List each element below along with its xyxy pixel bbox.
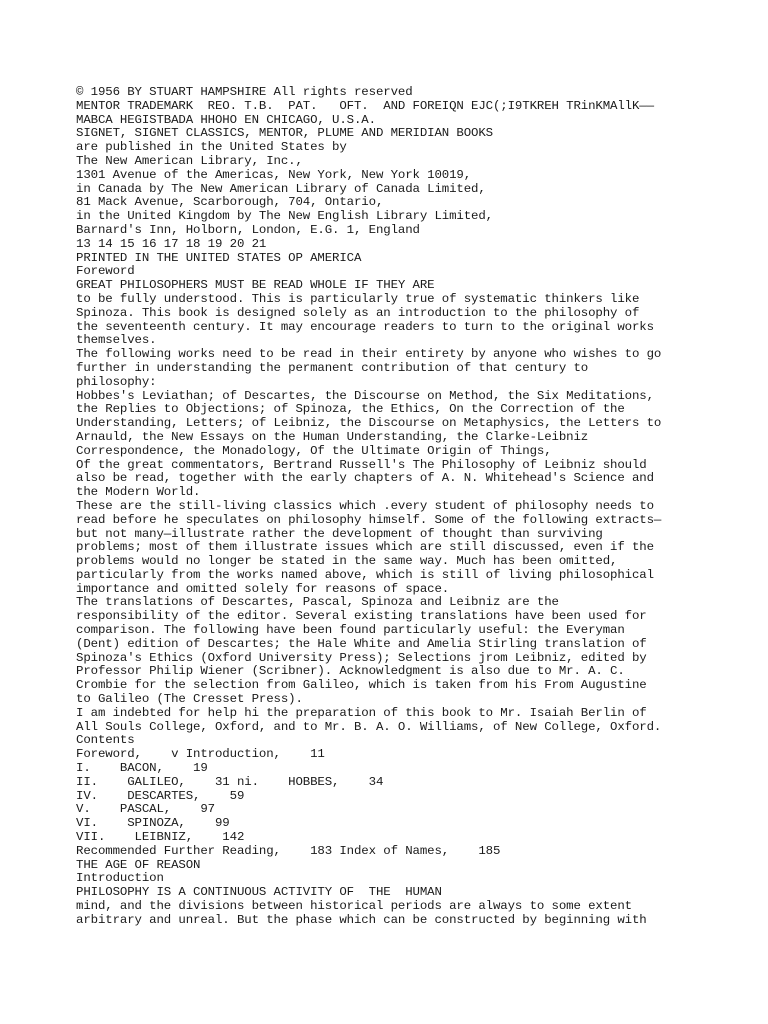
text-line: Arnauld, the New Essays on the Human Understanding, the Clarke-Leibniz (76, 429, 589, 444)
text-line: the seventeenth century. It may encourage readers to turn to the original works (76, 319, 654, 334)
text-line: SIGNET, SIGNET CLASSICS, MENTOR, PLUME AND MERIDIAN BOOKS (76, 126, 493, 141)
text-line: 13 14 15 16 17 18 19 20 21 (76, 236, 267, 251)
text-line: Understanding, Letters; of Leibniz, the Discourse on Metaphysics, the Letters to (76, 416, 662, 431)
text-line: arbitrary and unreal. But the phase which can be constructed by beginning with (76, 912, 647, 927)
text-line: PHILOSOPHY IS A CONTINUOUS ACTIVITY OF THE HUMAN (76, 885, 442, 900)
text-line: themselves. (76, 333, 157, 348)
text-line: PRINTED IN THE UNITED STATES OP AMERICA (76, 250, 362, 265)
text-line: the Modern World. (76, 485, 201, 500)
text-line: importance and omitted solely for reasons of space. (76, 581, 450, 596)
text-line: mind, and the divisions between historical periods are always to some extent (76, 899, 632, 914)
text-line: IV. DESCARTES, 59 (76, 788, 245, 803)
text-line: MENTOR TRADEMARK REO. T.B. PAT. OFT. AND FOREIQN EJC(;I9TKREH TRinKMAllK—— (76, 98, 654, 113)
text-line: Foreword (76, 264, 135, 279)
text-line: further in understanding the permanent contribution of that century to (76, 360, 589, 375)
text-line: philosophy: (76, 374, 157, 389)
text-line: V. PASCAL, 97 (76, 802, 215, 817)
text-line: are published in the United States by (76, 140, 347, 155)
text-line: VI. SPINOZA, 99 (76, 816, 230, 831)
text-line: The New American Library, Inc., (76, 153, 303, 168)
text-line: © 1956 BY STUART HAMPSHIRE All rights reserved (76, 85, 413, 99)
text-line: Recommended Further Reading, 183 Index of Names, 185 (76, 843, 501, 858)
text-line: Correspondence, the Monadology, Of the Ultimate Origin of Things, (76, 443, 552, 458)
text-line: responsibility of the editor. Several existing translations have been used for (76, 609, 647, 624)
text-line: to Galileo (The Cresset Press). (76, 692, 303, 707)
text-line: THE AGE OF REASON (76, 857, 201, 872)
text-line: The translations of Descartes, Pascal, Spinoza and Leibniz are the (76, 595, 559, 610)
text-line: All Souls College, Oxford, and to Mr. B. A. O. Williams, of New College, Oxford. (76, 719, 662, 734)
text-line: 1301 Avenue of the Americas, New York, New York 10019, (76, 167, 472, 182)
text-line: VII. LEIBNIZ, 142 (76, 830, 245, 845)
text-line: MABCA HEGISTBADA HHOHO EN CHICAGO, U.S.A. (76, 112, 376, 127)
text-line: These are the still-living classics which .every student of philosophy needs to (76, 498, 654, 513)
text-line: Hobbes's Leviathan; of Descartes, the Discourse on Method, the Six Meditations, (76, 388, 654, 403)
text-line: to be fully understood. This is particularly true of systematic thinkers like (76, 291, 640, 306)
text-line: in Canada by The New American Library of Canada Limited, (76, 181, 486, 196)
text-line: Of the great commentators, Bertrand Russell's The Philosophy of Leibniz should (76, 457, 647, 472)
text-line: Spinoza. This book is designed solely as an introduction to the philosophy of (76, 305, 640, 320)
text-line: Introduction (76, 871, 164, 886)
text-line: Foreword, v Introduction, 11 (76, 747, 325, 762)
text-line: I am indebted for help hi the preparation of this book to Mr. Isaiah Berlin of (76, 705, 647, 720)
text-line: 81 Mack Avenue, Scarborough, 704, Ontario, (76, 195, 384, 210)
text-line: II. GALILEO, 31 ni. HOBBES, 34 (76, 774, 384, 789)
text-line: the Replies to Objections; of Spinoza, the Ethics, On the Correction of the (76, 402, 625, 417)
text-line: Contents (76, 733, 135, 748)
text-line: I. BACON, 19 (76, 761, 208, 776)
text-line: (Dent) edition of Descartes; the Hale White and Amelia Stirling translation of (76, 636, 647, 651)
text-line: Professor Philip Wiener (Scribner). Acknowledgment is also due to Mr. A. C. (76, 664, 625, 679)
text-line: but not many—illustrate rather the development of thought than surviving (76, 526, 603, 541)
text-line: Crombie for the selection from Galileo, which is taken from his From Augustine (76, 678, 647, 693)
text-line: The following works need to be read in their entirety by anyone who wishes to go (76, 347, 662, 362)
text-line: in the United Kingdom by The New English Library Limited, (76, 209, 493, 224)
text-line: Barnard's Inn, Holborn, London, E.G. 1, England (76, 222, 420, 237)
document-page (76, 86, 756, 928)
text-line: problems; most of them illustrate issues which are still discussed, even if the (76, 540, 654, 555)
text-line: GREAT PHILOSOPHERS MUST BE READ WHOLE IF THEY ARE (76, 278, 435, 293)
text-line: comparison. The following have been found particularly useful: the Everyman (76, 623, 625, 638)
text-line: particularly from the works named above, which is still of living philosophical (76, 567, 654, 582)
text-line: also be read, together with the early chapters of A. N. Whitehead's Science and (76, 471, 654, 486)
text-line: Spinoza's Ethics (Oxford University Press); Selections jrom Leibniz, edited by (76, 650, 647, 665)
text-line: read before he speculates on philosophy himself. Some of the following extracts— (76, 512, 662, 527)
text-line: problems would no longer be stated in the same way. Much has been omitted, (76, 554, 618, 569)
